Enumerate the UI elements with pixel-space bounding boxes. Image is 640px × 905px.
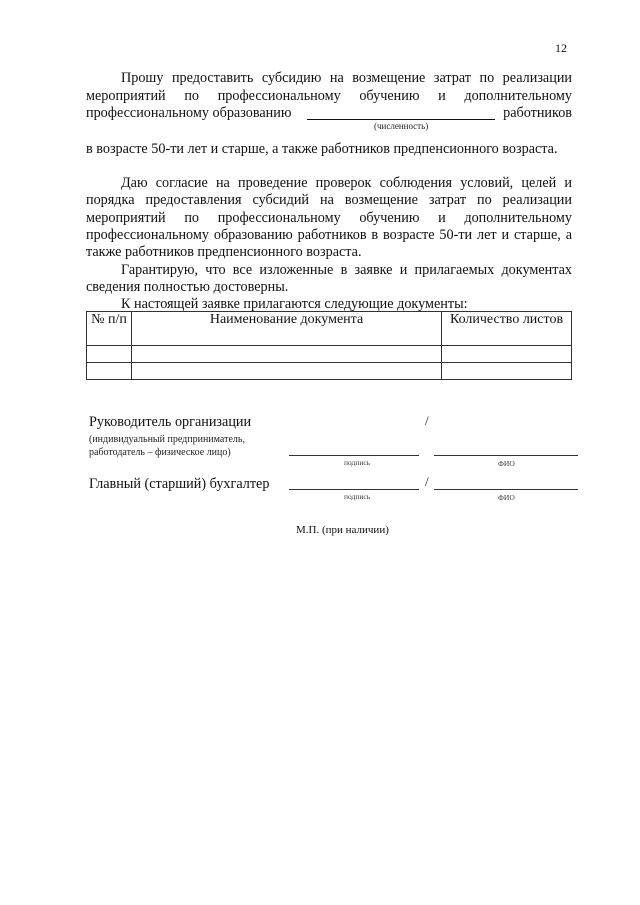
attachments-table <box>86 311 572 380</box>
consent-paragraph: Даю согласие на проведение проверок соблюдения условий, целей и порядка предоставления субсидий на возмещение затрат по реализации мероприятий по профессиональному обучению и дополнительному профессиональному образованию работников в возрасте 50-ти лет и старше, а также работников предпенсионного возраста. <box>86 175 572 261</box>
request-line-1: Прошу предоставить субсидию на возмещение затрат по реализации <box>121 70 572 86</box>
guarantee-paragraph: Гарантирую, что все изложенные в заявке и прилагаемых документах сведения полностью достоверны. <box>86 262 572 296</box>
table-cell[interactable] <box>87 363 132 380</box>
stamp-note: М.П. (при наличии) <box>296 524 389 536</box>
head-name-line[interactable] <box>434 455 578 456</box>
head-separator: / <box>425 413 429 428</box>
head-name-caption: ФИО <box>498 459 515 468</box>
accountant-title: Главный (старший) бухгалтер <box>89 476 270 492</box>
request-continuation: в возрасте 50-ти лет и старше, а также работников предпенсионного возраста. <box>86 141 558 157</box>
table-cell[interactable] <box>442 346 572 363</box>
table-cell[interactable] <box>132 346 442 363</box>
attachments-intro: К настоящей заявке прилагаются следующие документы: <box>121 296 468 312</box>
header-number: № п/п <box>87 312 132 346</box>
headcount-blank-line <box>307 119 495 120</box>
request-line-2: мероприятий по профессиональному обучению и дополнительному <box>86 88 572 104</box>
head-signature-caption: подпись <box>344 458 371 467</box>
table-header-row <box>87 312 572 346</box>
page-number: 12 <box>555 41 567 55</box>
accountant-separator: / <box>425 474 429 489</box>
head-signature-line[interactable] <box>289 455 419 456</box>
request-line-3-start: профессиональному образованию <box>86 105 292 121</box>
table-row <box>87 363 572 380</box>
table-cell[interactable] <box>132 363 442 380</box>
head-title: Руководитель организации <box>89 414 252 430</box>
accountant-signature-caption: подпись <box>344 492 371 501</box>
header-sheet-count: Количество листов <box>442 312 572 346</box>
headcount-caption: (численность) <box>374 121 429 131</box>
accountant-name-caption: ФИО <box>498 493 515 502</box>
table-cell[interactable] <box>442 363 572 380</box>
table-row <box>87 346 572 363</box>
header-document-name: Наименование документа <box>132 312 442 346</box>
accountant-signature-line[interactable] <box>289 489 419 490</box>
accountant-name-line[interactable] <box>434 489 578 490</box>
table-cell[interactable] <box>87 346 132 363</box>
request-line-3-end: работников <box>503 105 572 121</box>
head-note: (индивидуальный предприниматель, работодатель – физическое лицо) <box>89 434 245 458</box>
